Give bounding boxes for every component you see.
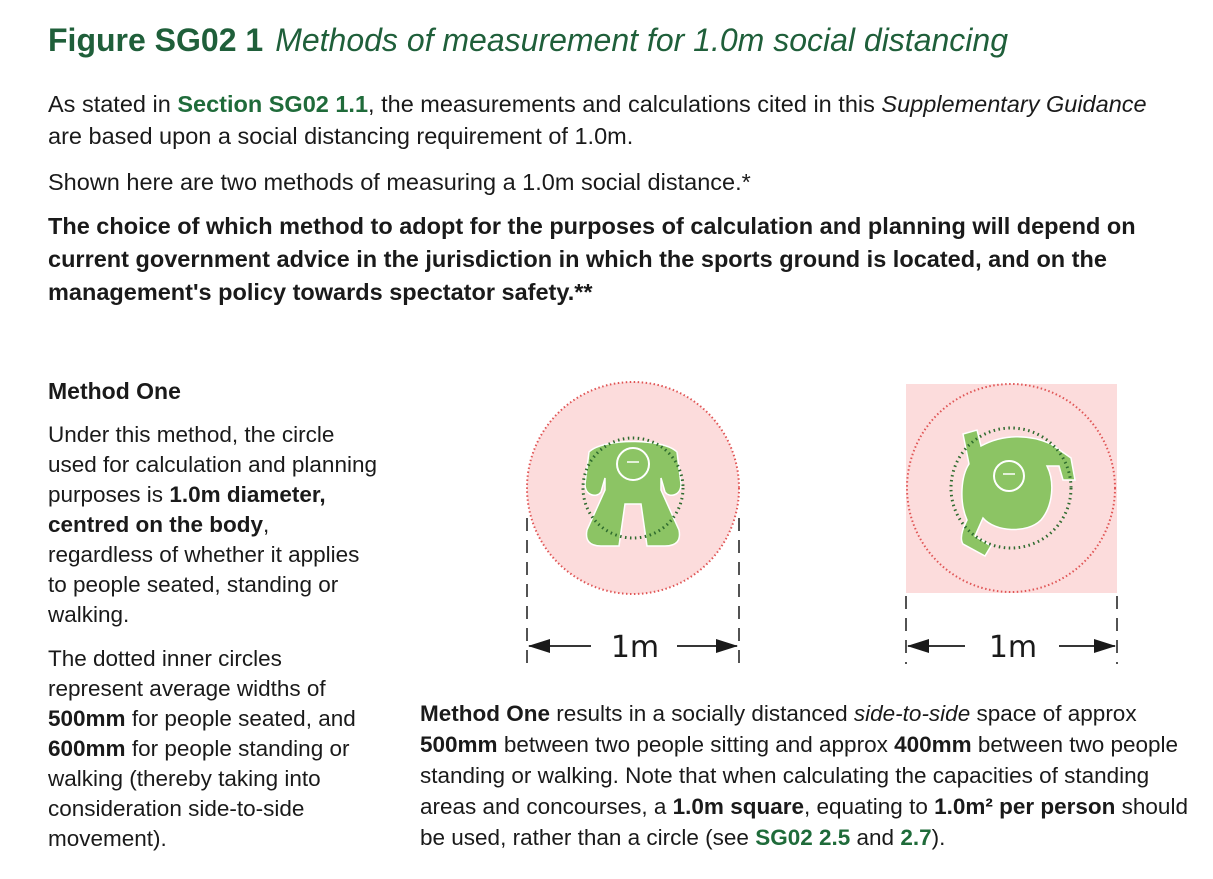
caption-text: , equating to (803, 794, 935, 819)
method-bold: 600mm (48, 736, 126, 761)
method-one-heading: Method One (48, 378, 181, 404)
intro-text: are based upon a social distancing requirement of 1.0m. (48, 123, 634, 149)
caption-text: and (850, 825, 901, 850)
caption-text: should be used, rather than a circle (see (420, 794, 1188, 850)
caption-bold: 1.0m square (672, 794, 804, 819)
method-text: The dotted inner circles represent average widths of (48, 646, 326, 701)
caption-text: results in a socially distanced (550, 701, 854, 726)
figure-number: Figure SG02 1 (48, 22, 264, 58)
caption-bold: 1.0m² per person (934, 794, 1116, 819)
intro-paragraph-2: Shown here are two methods of measuring a 1.0m social distance.* (48, 169, 751, 195)
intro-text: , the measurements and calculations cited in this (368, 91, 882, 117)
caption-paragraph (420, 698, 1210, 853)
method-text: , regardless of whether it applies to people seated, standing or walking. (48, 512, 360, 627)
figure-title (48, 20, 1008, 60)
figure-name: Methods of measurement for 1.0m social distancing (275, 22, 1008, 58)
dimension-label-left: 1m (610, 630, 660, 665)
method-one-caption (420, 698, 1210, 853)
section-link-2-7[interactable]: 2.7 (900, 825, 932, 850)
caption-text: between two people standing or walking. Note that when calculating the capacities of standing areas and concourses, a (420, 732, 1179, 819)
intro-section (48, 88, 1178, 309)
seated-person-diagram (527, 382, 739, 665)
method-bold: 1.0m diameter, centred on the body (48, 482, 326, 537)
section-link-sg02-2-5[interactable]: SG02 2.5 (755, 825, 851, 850)
section-link[interactable]: Section SG02 1.1 (177, 91, 369, 117)
caption-text: ). (931, 825, 946, 850)
method-bold: 500mm (48, 706, 126, 731)
intro-italic: Supplementary Guidance (881, 91, 1147, 117)
caption-italic: side-to-side (853, 701, 971, 726)
caption-bold: Method One (420, 701, 550, 726)
caption-text: space of approx (970, 701, 1137, 726)
method-one-paragraph-2 (48, 644, 378, 854)
method-one-paragraph-1 (48, 420, 378, 630)
standing-person-diagram (906, 384, 1117, 665)
method-one-description (48, 376, 378, 854)
caption-bold: 400mm (894, 732, 972, 757)
intro-paragraph-1 (48, 88, 1178, 152)
intro-paragraph-3: The choice of which method to adopt for the purposes of calculation and planning will depend on current government advice in the jurisdiction in which the sports ground is located, and on the management's policy towards spectator safety.** (48, 213, 1136, 305)
distancing-diagram (515, 378, 1125, 668)
intro-text: As stated in (48, 91, 178, 117)
method-text: for people standing or walking (thereby taking into consideration side-to-side movement). (48, 736, 350, 851)
dimension-label-right: 1m (988, 630, 1038, 665)
caption-bold: 500mm (420, 732, 498, 757)
caption-text: between two people sitting and approx (497, 732, 895, 757)
method-text: Under this method, the circle used for calculation and planning purposes is (48, 422, 377, 507)
method-text: for people seated, and (125, 706, 356, 731)
